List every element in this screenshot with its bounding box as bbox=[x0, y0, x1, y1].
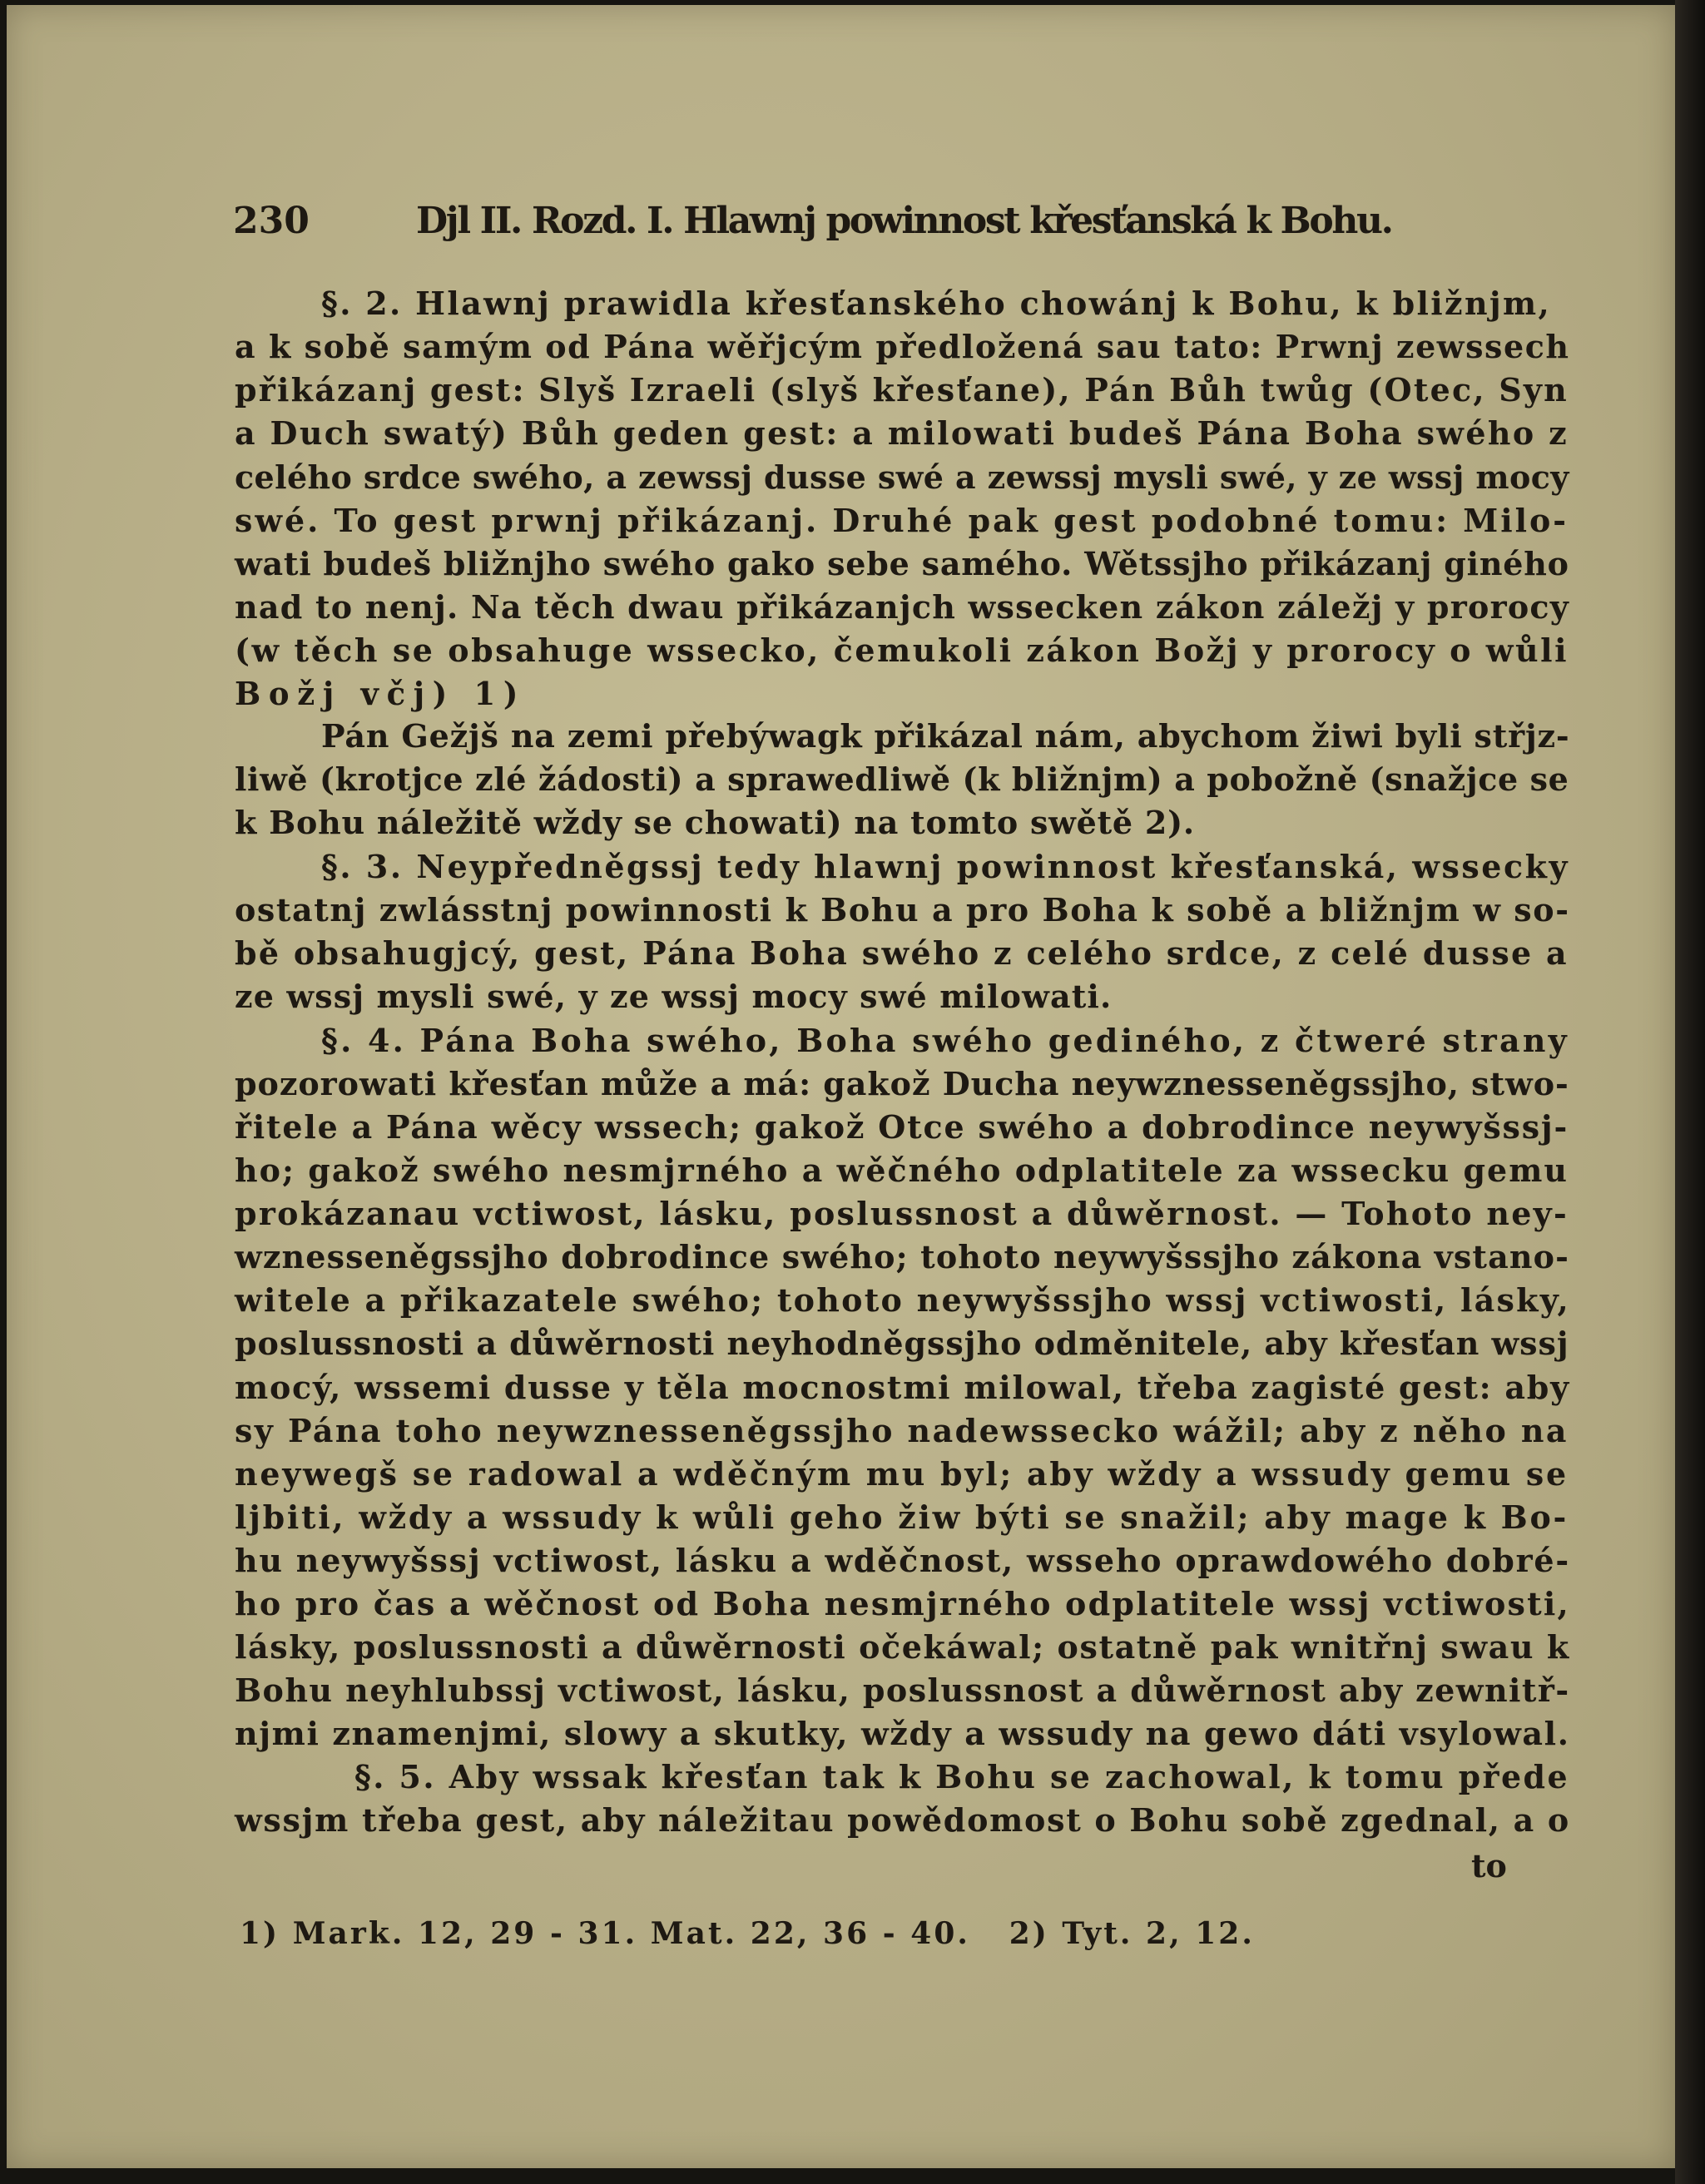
text-line: njmi znamenjmi, slowy a skutky, wždy a wssudy na gewo dáti vsylowal. bbox=[235, 1715, 1570, 1752]
text-line: Bohu neyhlubssj vctiwost, lásku, poslussnost a důwěrnost aby zewnitř- bbox=[235, 1671, 1570, 1709]
text-line: §. 2. Hlawnj prawidla křesťanského chowánj k Bohu, k bližnjm, bbox=[321, 285, 1552, 322]
text-line: wati budeš bližnjho swého gako sebe samého. Wětssjho přikázanj giného bbox=[235, 545, 1569, 582]
text-line: a Duch swatý) Bůh geden gest: a milowati budeš Pána Boha swého z bbox=[235, 414, 1569, 452]
text-line: mocý, wssemi dusse y těla mocnostmi milowal, třeba zagisté gest: aby bbox=[235, 1369, 1570, 1406]
page-number: 230 bbox=[233, 200, 310, 242]
text-line: witele a přikazatele swého; tohoto neywyšssjho wssj vctiwosti, lásky, bbox=[235, 1281, 1570, 1319]
text-line: Božj včj) 1) bbox=[235, 675, 527, 712]
page-edge-shadow bbox=[1675, 0, 1705, 2184]
text-line: poslussnosti a důwěrnosti neyhodněgssjho odměnitele, aby křesťan wssj bbox=[235, 1325, 1569, 1362]
text-line: §. 3. Neypředněgssj tedy hlawnj powinnost křesťanská, wssecky bbox=[321, 848, 1570, 885]
text-line: wznesseněgssjho dobrodince swého; tohoto neywyšssjho zákona vstano- bbox=[235, 1238, 1569, 1275]
text-line: wssjm třeba gest, aby náležitau powědomost o Bohu sobě zgednal, a o bbox=[235, 1801, 1570, 1839]
text-line: lásky, poslussnosti a důwěrnosti očekáwal; ostatně pak wnitřnj swau k bbox=[235, 1628, 1570, 1666]
text-line: nad to nenj. Na těch dwau přikázanjch wssecken zákon záležj y prorocy bbox=[235, 588, 1570, 626]
text-line: ostatnj zwlásstnj powinnosti k Bohu a pro Boha k sobě a bližnjm w so- bbox=[235, 891, 1570, 929]
text-line: ljbiti, wždy a wssudy k wůli geho žiw býti se snažil; aby mage k Bo- bbox=[235, 1498, 1569, 1536]
text-line: ho; gakož swého nesmjrného a wěčného odplatitele za wssecku gemu bbox=[235, 1151, 1569, 1189]
footnotes: 1) Mark. 12, 29 - 31. Mat. 22, 36 - 40. 2) Tyt. 2, 12. bbox=[240, 1916, 1255, 1951]
text-line: pozorowati křesťan může a má: gakož Ducha neywznesseněgssjho, stwo- bbox=[235, 1065, 1569, 1102]
text-line: k Bohu náležitě wždy se chowati) na tomto swětě 2). bbox=[235, 804, 1195, 841]
text-line: (w těch se obsahuge wssecko, čemukoli zákon Božj y prorocy o wůli bbox=[235, 631, 1569, 669]
text-line: řitele a Pána wěcy wssech; gakož Otce swého a dobrodince neywyšssj- bbox=[235, 1108, 1569, 1146]
running-title: Djl II. Rozd. I. Hlawnj powinnost křesťanská k Bohu. bbox=[416, 200, 1392, 242]
text-line: přikázanj gest: Slyš Izraeli (slyš křesťane), Pán Bůh twůg (Otec, Syn bbox=[235, 371, 1569, 409]
text-line: celého srdce swého, a zewssj dusse swé a zewssj mysli swé, y ze wssj mocy bbox=[235, 458, 1569, 496]
text-line: §. 4. Pána Boha swého, Boha swého gediného, z čtweré strany bbox=[321, 1022, 1569, 1059]
text-line: ho pro čas a wěčnost od Boha nesmjrného odplatitele wssj vctiwosti, bbox=[235, 1585, 1570, 1622]
paper-sheet bbox=[7, 5, 1675, 2168]
text-line: ze wssj mysli swé, y ze wssj mocy swé milowati. bbox=[235, 978, 1113, 1015]
text-line: neywegš se radowal a wděčným mu byl; aby wždy a wssudy gemu se bbox=[235, 1455, 1569, 1493]
text-line: hu neywyšssj vctiwost, lásku a wděčnost, wsseho oprawdowého dobré- bbox=[235, 1542, 1570, 1579]
text-line: prokázanau vctiwost, lásku, poslussnost a důwěrnost. — Tohoto ney- bbox=[235, 1195, 1569, 1232]
text-line: liwě (krotjce zlé žádosti) a sprawedliwě (k bližnjm) a pobožně (snažjce se bbox=[235, 760, 1569, 798]
text-line: sy Pána toho neywznesseněgssjho nadewssecko wážil; aby z něho na bbox=[235, 1412, 1569, 1449]
text-line: swé. To gest prwnj přikázanj. Druhé pak gest podobné tomu: Milo- bbox=[235, 502, 1569, 539]
text-line: Pán Gežjš na zemi přebýwagk přikázal nám, abychom žiwi byli střjz- bbox=[321, 717, 1570, 755]
text-line: §. 5. Aby wssak křesťan tak k Bohu se zachowal, k tomu přede bbox=[354, 1758, 1570, 1795]
text-line: a k sobě samým od Pána wěřjcým předložená sau tato: Prwnj zewssech bbox=[235, 328, 1570, 365]
text-line: bě obsahugjcý, gest, Pána Boha swého z celého srdce, z celé dusse a bbox=[235, 934, 1569, 972]
catchword: to bbox=[1471, 1847, 1507, 1884]
